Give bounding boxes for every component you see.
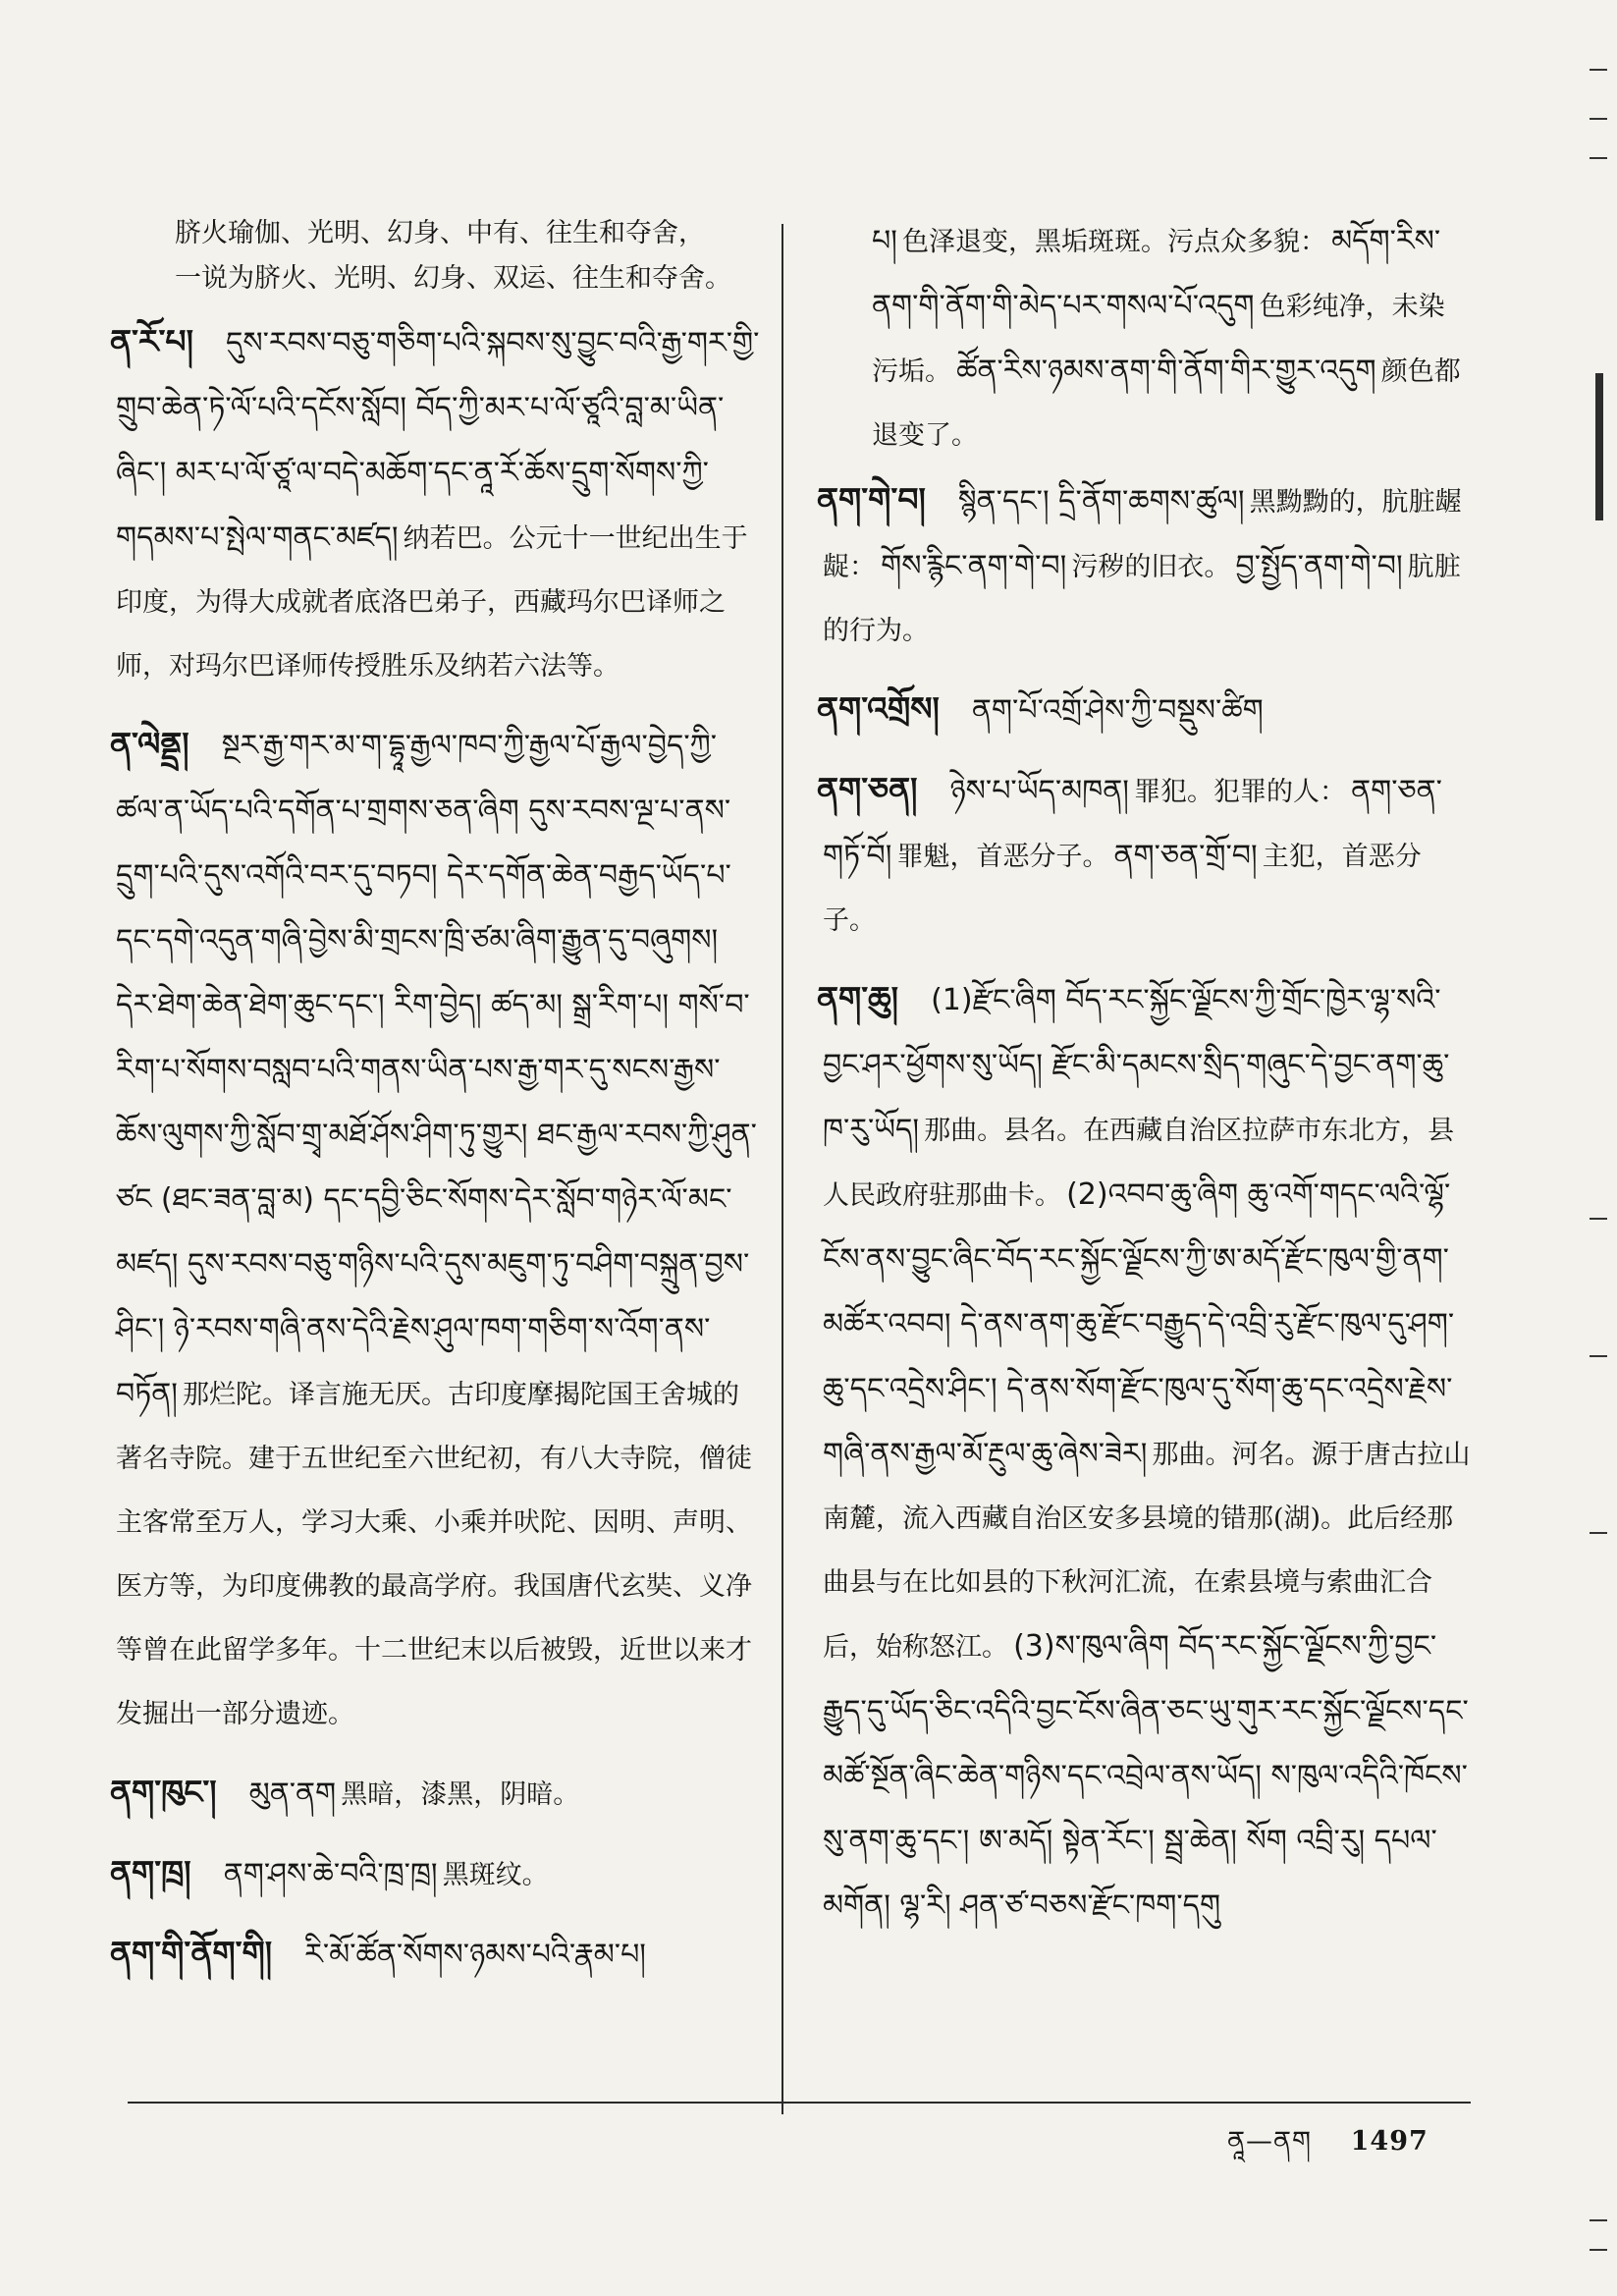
tibetan-definition: སྔར་རྒྱ་གར་མ་ག་དྷཱ་རྒྱལ་ཁབ་ཀྱི་རྒྱལ་པོ་རྒྱལ་བྱེད་ཀྱི་ཚལ་ན་ཡོད་པའི་དགོན་པ་གྲགས་ཅན་ཞིག དུས་རབས་ལྔ་པ་ནས་དྲུག་པའི་དུས་འགོའི་བར་དུ་བཏབ། དེར་དགོན་ཆེན་བརྒྱད་ཡོད་པ་དང་དགེ་འདུན་གཞི་བྱེས་མི་གྲངས་ཁྲི་ཙམ་ཞིག་རྒྱུན་དུ་བཞུགས། དེར་ཐེག་ཆེན་ཐེག་ཆུང་དང་། རིག་བྱེད། ཚད་མ། སྒྲ་རིག་པ། གསོ་བ་རིག་པ་སོགས་བསླབ་པའི་གནས་ཡིན་པས་རྒྱ་གར་དུ་སངས་རྒྱས་ཆོས་ལུགས་ཀྱི་སློབ་གྲྭ་མཐོ་ཤོས་ཤིག་ཏུ་གྱུར། ཐང་རྒྱལ་རབས་ཀྱི་ཤུན་ཙང (ཐང་ཟན་བླ་མ) དང་དབྱི་ཅིང་སོགས་དེར་སློབ་གཉེར་ལོ་མང་མཛད། དུས་རབས་བཅུ་གཉིས་པའི་དུས་མཇུག་ཏུ་བཤིག་བསྐྲུན་བྱས་ཤིང་། ཉེ་རབས་གཞི་ནས་དེའི་རྗེས་ཤུལ་ཁག་གཅིག་ས་འོག་ནས་བཏོན། (116, 729, 757, 1411)
headword: ནག་གི་ནོག་གི། (110, 1934, 273, 1972)
page-footer (1227, 2111, 1428, 2186)
entry-nag-khra (110, 1842, 764, 1909)
tibetan-definition: རི་མོ་ཚོན་སོགས་ཉམས་པའི་རྣམ་པ། (304, 1938, 646, 1972)
entry-nag-can (817, 759, 1471, 955)
headword: ན་རོ་པ། (110, 322, 193, 360)
chinese-definition: 那烂陀。译言施无厌。古印度摩揭陀国王舍城的著名寺院。建于五世纪至六世纪初，有八大寺院，僧徒主客常至万人，学习大乘、小乘并吠陀、因明、声明、医方等，为印度佛教的最高学府。我国唐代玄奘、义净等曾在此留学多年。十二世纪末以后被毁，近世以来才发掘出一部分遗迹。 (116, 1380, 752, 1729)
entry-nalanda (110, 714, 764, 1748)
headword: ན་ལེནྡྲ། (110, 725, 189, 763)
chinese-definition: 黑斑纹。 (442, 1860, 549, 1890)
example-chinese: 肮脏的行为。 (823, 552, 1461, 646)
sense-3-tibetan: (3)ས་ཁུལ་ཞིག བོད་རང་སྐྱོང་ལྗོངས་ཀྱི་བྱང་རྒྱུད་དུ་ཡོད་ཅིང་འདིའི་བྱང་ངོས་ཞིན་ཅང་ཡུ་གུར་རང་སྐྱོང་ལྗོངས་དང་མཚོ་སྔོན་ཞིང་ཆེན་གཉིས་དང་འབྲེལ་ནས་ཡོད། ས་ཁུལ་འདིའི་ཁོངས་སུ་ནག་ཆུ་དང་། ཨ་མདོ། སྟེན་རོང་། སྦྲ་ཆེན། སོག འབྲི་རུ། དཔལ་མགོན། ལྷ་རི། ཤན་ཙ་བཅས་རྫོང་ཁག་དགུ (823, 1629, 1469, 1923)
continuation-line-2: 一说为脐火、光明、幻身、双运、往生和夺舍。 (175, 263, 731, 294)
example-tibetan: ནག་ཅན་གཏོ་བོ། (823, 774, 1442, 873)
example-tibetan: མདོག་རིས་ནག་གི་ནོག་གི་མེད་པར་གསལ་པོ་འདུག (872, 224, 1441, 323)
footer-rule (128, 2102, 1471, 2104)
headword: ནག་འགྲོས། (817, 689, 940, 728)
headword: ནག་གེ་བ། (817, 480, 926, 519)
chinese-definition: 罪犯。犯罪的人： (1133, 777, 1346, 807)
chinese-definition: 纳若巴。公元十一世纪出生于印度，为得大成就者底洛巴弟子，西藏玛尔巴译师之师，对玛尔巴译师传授胜乐及纳若六法等。 (116, 523, 748, 682)
entry-nag-gi-nog-gi (110, 1923, 764, 1990)
entry-nag-chu (817, 968, 1471, 1941)
page-number: 1497 (1350, 2126, 1428, 2157)
tibetan-definition: ནག་པོ་འགྲོ་ཤེས་ཀྱི་བསྡུས་ཚིག (971, 693, 1264, 728)
tibetan-definition: ནག་ཤས་ཆེ་བའི་ཁྲ་ཁྲ། (223, 1857, 438, 1891)
example-tibetan: བྱ་སྤྱོད་ནག་གེ་བ། (1235, 549, 1403, 583)
sense-2-chinese: 那曲。河名。源于唐古拉山南麓，流入西藏自治区安多县境的错那(湖)。此后经那曲县与在比如县的下秋河汇流，在索县境与索曲汇合后，始称怒江。 (823, 1440, 1471, 1663)
scan-edge-marks (1578, 59, 1617, 2259)
chinese-definition: 黑黝黝的，肮脏龌龊： (823, 487, 1462, 582)
continuation-tibetan: པ། (872, 224, 897, 258)
example-tibetan: ནག་ཅན་གྲོ་བ། (1113, 839, 1258, 873)
tibetan-definition: (1)རྫོང་ཞིག བོད་རང་སྐྱོང་ལྗོངས་ཀྱི་གྲོང་ཁྱེར་ལྷ་སའི་བྱང་ཤར་ཕྱོགས་སུ་ཡོད། རྫོང་མི་དམངས་སྲིད་གཞུང་དེ་བྱང་ནག་ཆུ་ཁ་རུ་ཡོད། (823, 983, 1450, 1147)
example-chinese: 罪魁，首恶分子。 (896, 842, 1109, 872)
headword: ནག་ཁྲ། (110, 1853, 191, 1891)
entry-range: ནཱ—ནག (1227, 2126, 1313, 2157)
right-column (817, 211, 1471, 1954)
headword: ནག་ཅན། (817, 770, 918, 808)
entry-nag-ge-ba (817, 469, 1471, 665)
example-tibetan: གོས་རྙིང་ནག་གེ་བ། (881, 549, 1067, 583)
example-chinese: 颜色都退变了。 (872, 356, 1461, 451)
entry-naropa (110, 311, 764, 700)
chinese-definition: 那曲。县名。在西藏自治区拉萨市东北方，县人民政府驻那曲卡。 (823, 1116, 1455, 1211)
chinese-definition: 黑暗，漆黑，阴暗。 (341, 1779, 580, 1810)
tibetan-definition: སྙིན་དང་། དྲི་ནོག་ཆགས་ཚུལ། (957, 484, 1245, 519)
example-chinese: 污秽的旧衣。 (1071, 552, 1231, 582)
sense-2-tibetan: (2)འབབ་ཆུ་ཞིག ཆུ་འགོ་གདང་ལའི་ལྷོ་ངོས་ནས་བྱུང་ཞིང་བོད་རང་སྐྱོང་ལྗོངས་ཀྱི་ཨ་མདོ་རྫོང་ཁུལ་གྱི་ནག་མཚོར་འབབ། དེ་ནས་ནག་ཆུ་རྫོང་བརྒྱུད་དེ་འབྲི་རུ་རྫོང་ཁུལ་དུ་ཤག་ཆུ་དང་འདྲེས་ཤིང་། དེ་ནས་སོག་རྫོང་ཁུལ་དུ་སོག་ཆུ་དང་འདྲེས་རྗེས་གཞི་ནས་རྒྱལ་མོ་རྔུལ་ཆུ་ཞེས་ཟེར། (823, 1177, 1455, 1471)
example-tibetan: ཚོན་རིས་ཉམས་ནག་གི་ནོག་གིར་གྱུར་འདུག (956, 354, 1376, 388)
continuation-chinese: 色泽退变，黑垢斑斑。污点众多貌： (901, 227, 1326, 257)
left-column (110, 211, 764, 2003)
tibetan-definition: ཉེས་པ་ཡོད་མཁན། (949, 774, 1129, 808)
example-chinese: 色彩纯净，未染污垢。 (872, 292, 1445, 387)
headword: ནག་ཆུ། (817, 979, 898, 1017)
tibetan-definition: དུས་རབས་བཅུ་གཅིག་པའི་སྐབས་སུ་བྱུང་བའི་རྒྱ་གར་གྱི་གྲུབ་ཆེན་ཏེ་ལོ་པའི་དངོས་སློབ། བོད་ཀྱི་མར་པ་ལོ་ཙཱའི་བླ་མ་ཡིན་ཞིང་། མར་པ་ལོ་ཙཱ་ལ་བདེ་མཆོག་དང་ནཱ་རོ་ཆོས་དྲུག་སོགས་ཀྱི་གདམས་པ་སྤེལ་གནང་མཛད། (116, 326, 760, 555)
column-divider (782, 224, 783, 2114)
headword: ནག་ཁུང་། (110, 1773, 217, 1811)
example-chinese: 主犯，首恶分子。 (823, 842, 1422, 936)
entry-nag-khung (110, 1762, 764, 1829)
tibetan-definition: མུན་ནག (248, 1777, 337, 1811)
continuation-line-1: 脐火瑜伽、光明、幻身、中有、往生和夺舍， (175, 218, 705, 248)
entry-nag-gros (817, 679, 1471, 745)
continuation-block (823, 211, 1471, 469)
